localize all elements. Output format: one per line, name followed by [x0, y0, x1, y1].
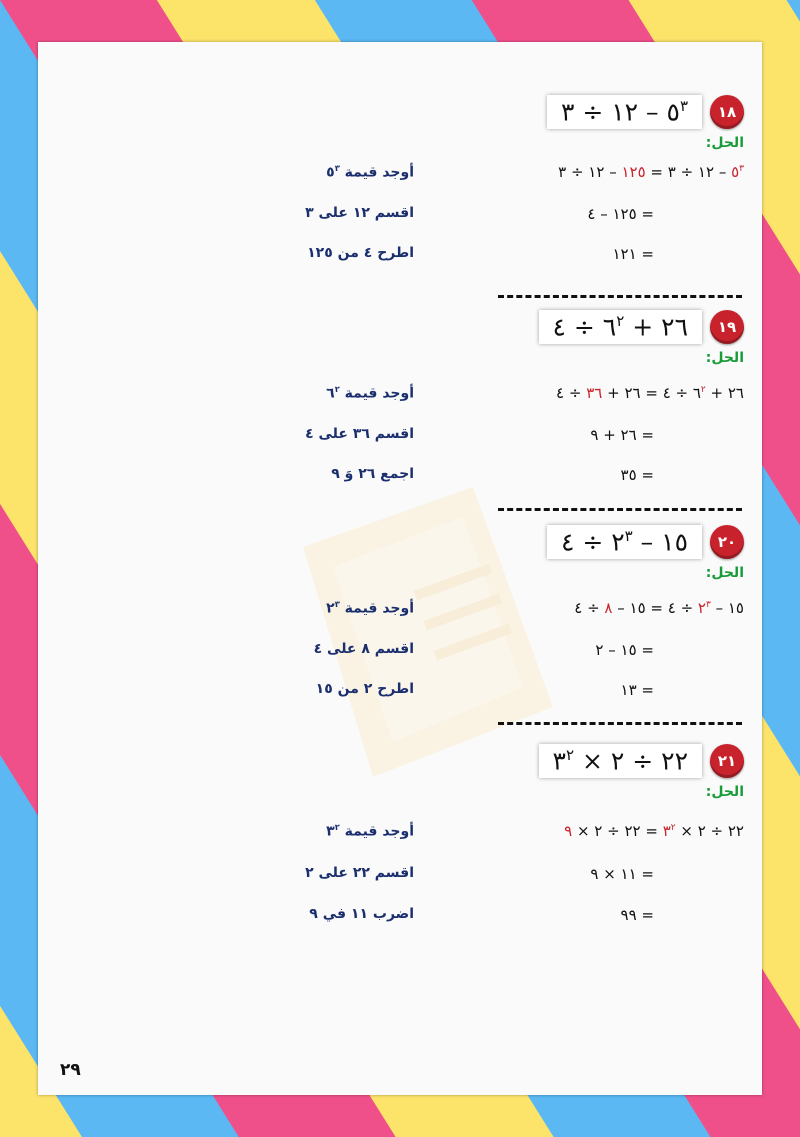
- problem-number-badge: ٢٠: [710, 525, 744, 559]
- solution-label: الحل:: [705, 565, 744, 581]
- step-equation: = ١٢٥ – ٤: [587, 205, 654, 223]
- step-equation: = ٩٩: [620, 906, 654, 924]
- page-number: ٢٩: [60, 1060, 81, 1080]
- step-row: [38, 822, 762, 852]
- step-row: [38, 384, 762, 414]
- separator-line: [498, 295, 742, 298]
- problem-expression: ١٥ – $٢^٣$ ÷ ٤: [547, 525, 702, 558]
- step-equation: ٢٢ ÷ ٢ × $٣^٢$ = ٢٢ ÷ ٢ × ٩: [564, 822, 744, 840]
- problem-expression: ٢٦ + $٦^٢$ ÷ ٤: [539, 310, 702, 343]
- step-equation: = ٢٦ + ٩: [590, 426, 654, 444]
- step-row: [38, 599, 762, 629]
- step-equation: ١٥ – $٢^٣$ ÷ ٤ = ١٥ – ٨ ÷ ٤: [574, 599, 744, 617]
- step-note: أوجد قيمة $٣^٢$: [326, 822, 414, 840]
- step-row: [38, 865, 762, 895]
- step-equation: = ٣٥: [620, 466, 654, 484]
- step-equation: = ١٥ – ٢: [595, 641, 654, 659]
- step-row: [38, 205, 762, 235]
- step-row: [38, 426, 762, 456]
- step-row: [38, 641, 762, 671]
- step-equation: = ١١ × ٩: [590, 865, 654, 883]
- separator-line: [498, 508, 742, 511]
- step-equation: = ١٣: [620, 681, 654, 699]
- step-note: اقسم ٨ على ٤: [313, 641, 414, 657]
- problem-expression: ٢٢ ÷ ٢ × $٣^٢$: [539, 744, 702, 777]
- problem-number-badge: ٢١: [710, 744, 744, 778]
- step-row: [38, 163, 762, 193]
- step-note: اجمع ٢٦ وَ ٩: [331, 466, 414, 482]
- step-note: اطرح ٤ من ١٢٥: [307, 245, 414, 261]
- step-note: اطرح ٢ من ١٥: [315, 681, 414, 697]
- step-row: [38, 681, 762, 711]
- problem-expression: $٥^٣$ – ١٢ ÷ ٣: [547, 95, 702, 128]
- page-paper: [38, 42, 762, 1095]
- separator-line: [498, 722, 742, 725]
- solution-label: الحل:: [705, 350, 744, 366]
- step-note: أوجد قيمة $٢^٣$: [326, 599, 414, 617]
- step-note: أوجد قيمة $٥^٣$: [326, 163, 414, 181]
- step-row: [38, 906, 762, 936]
- step-equation: ٢٦ + $٦^٢$ ÷ ٤ = ٢٦ + ٣٦ ÷ ٤: [556, 384, 744, 402]
- step-note: اقسم ٢٢ على ٢: [305, 865, 414, 881]
- problem-number-badge: ١٨: [710, 95, 744, 129]
- step-equation: = ١٢١: [612, 245, 654, 263]
- step-note: اضرب ١١ في ٩: [309, 906, 414, 922]
- problem-number-badge: ١٩: [710, 310, 744, 344]
- solution-label: الحل:: [705, 135, 744, 151]
- step-note: اقسم ٣٦ على ٤: [305, 426, 414, 442]
- step-equation: $٥^٣$ – ١٢ ÷ ٣ = ١٢٥ – ١٢ ÷ ٣: [558, 163, 744, 181]
- step-note: اقسم ١٢ على ٣: [305, 205, 414, 221]
- step-note: أوجد قيمة $٦^٢$: [326, 384, 414, 402]
- step-row: [38, 245, 762, 275]
- solution-label: الحل:: [705, 784, 744, 800]
- step-row: [38, 466, 762, 496]
